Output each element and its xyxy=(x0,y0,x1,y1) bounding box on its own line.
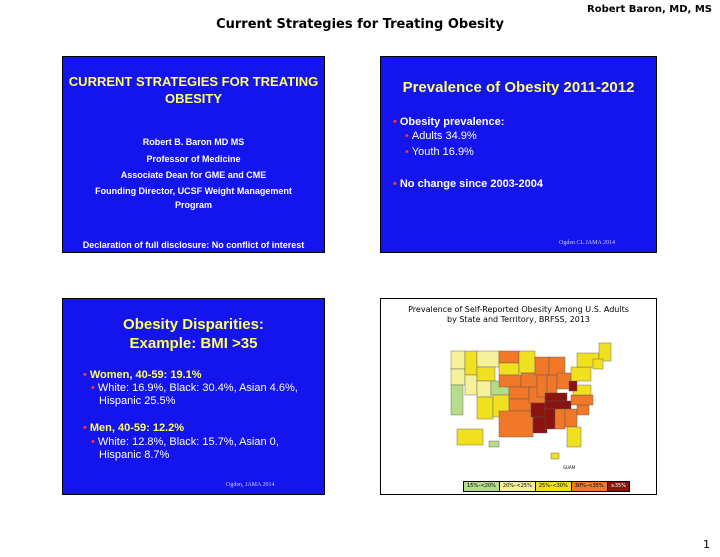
map-region-mi xyxy=(549,357,565,375)
sub-bullet-men-hispanic: Hispanic 8.7% xyxy=(99,449,170,461)
bullet-dot-icon: • xyxy=(83,422,87,434)
slide3-title: Obesity Disparities: Example: BMI >35 xyxy=(123,316,264,352)
legend-item: 25%–<30% xyxy=(536,482,572,491)
map-region-ut xyxy=(477,381,491,397)
disclosure: Declaration of full disclosure: No conflict of interest xyxy=(82,240,305,250)
map-region-ky xyxy=(545,393,567,401)
map-region-ak xyxy=(457,429,483,445)
bullet-no-change: • No change since 2003-2004 xyxy=(393,178,543,190)
bullet-dot-icon: • xyxy=(405,146,409,158)
sub-bullet-adults: • Adults 34.9% xyxy=(405,130,477,142)
sub-bullet-women-race: • White: 16.9%, Black: 30.4%, Asian 4.6%, xyxy=(91,382,298,394)
map-region-ms xyxy=(545,409,555,429)
map-region-nv xyxy=(465,375,477,395)
legend-item: 20%–<25% xyxy=(500,482,536,491)
map-region-or xyxy=(451,369,465,385)
bullet-dot-icon: • xyxy=(83,369,87,381)
slide2-title: Prevalence of Obesity 2011-2012 xyxy=(402,79,635,96)
sub-bullet-women-hispanic: Hispanic 25.5% xyxy=(99,395,176,407)
citation: Ogden CL JAMA 2014 xyxy=(559,240,615,246)
bullet-dot-icon: • xyxy=(405,130,409,142)
bullet-obesity-prevalence: • Obesity prevalence: xyxy=(393,116,505,128)
legend-item: 30%–<35% xyxy=(572,482,608,491)
map-region-ca xyxy=(451,385,463,415)
map-region-ok xyxy=(509,399,531,411)
map-region-ia xyxy=(521,373,537,387)
map-region-nd xyxy=(499,351,519,363)
presenter-name: Robert B. Baron MD MS xyxy=(142,137,245,147)
bullet-dot-icon: • xyxy=(393,178,397,190)
map-region-mn xyxy=(519,351,535,373)
map-region-ne xyxy=(499,375,521,387)
map-region-guam xyxy=(551,453,559,459)
us-obesity-map xyxy=(381,329,656,479)
legend-item: 15%–<20% xyxy=(464,482,500,491)
map-region-hi xyxy=(489,441,499,447)
map-region-sd xyxy=(499,363,519,375)
map-region-tn xyxy=(545,401,571,409)
guam-label: GUAM xyxy=(563,465,576,470)
map-region-ne-states xyxy=(593,359,603,369)
map-region-al xyxy=(555,409,565,429)
map-title: Prevalence of Self-Reported Obesity Among U.S. Adults by State and Territory, BRFSS, 2013 xyxy=(408,305,629,324)
legend-item: ≥35% xyxy=(608,482,629,491)
slide1-title: CURRENT STRATEGIES FOR TREATING OBESITY xyxy=(68,74,319,106)
slide-prevalence xyxy=(380,56,657,253)
page-title: Current Strategies for Treating Obesity xyxy=(216,17,504,32)
bullet-women: • Women, 40-59: 19.1% xyxy=(83,369,202,381)
map-region-mt xyxy=(477,351,499,367)
map-region-wa xyxy=(451,351,465,369)
presenter-dean: Associate Dean for GME and CME xyxy=(120,170,267,180)
bullet-dot-icon: • xyxy=(91,382,95,394)
map-region-in xyxy=(547,375,557,393)
map-region-wv xyxy=(569,381,577,391)
slide-obesity-map xyxy=(380,298,657,495)
map-region-wy xyxy=(477,367,495,381)
bullet-dot-icon: • xyxy=(393,116,397,128)
map-legend xyxy=(463,481,630,492)
page-number: 1 xyxy=(703,538,710,551)
presenter-program: Program xyxy=(174,200,212,210)
sub-bullet-youth: • Youth 16.9% xyxy=(405,146,474,158)
presenter-director: Founding Director, UCSF Weight Management xyxy=(95,186,292,196)
citation: Ogden, JAMA 2014 xyxy=(226,482,275,488)
slide-disparities xyxy=(62,298,325,495)
map-region-id xyxy=(465,351,477,375)
bullet-men: • Men, 40-59: 12.2% xyxy=(83,422,185,434)
map-region-az xyxy=(477,397,493,419)
presenter-role: Professor of Medicine xyxy=(146,154,241,164)
map-region-sc xyxy=(577,405,589,415)
map-region-me xyxy=(599,343,611,361)
bullet-dot-icon: • xyxy=(91,436,95,448)
map-region-ar xyxy=(531,403,545,417)
slide-title-card xyxy=(62,56,325,253)
map-region-nc xyxy=(571,395,593,405)
map-region-wi xyxy=(535,357,549,375)
map-region-ks xyxy=(509,387,529,399)
map-region-ga xyxy=(565,409,577,427)
map-region-fl xyxy=(567,427,581,447)
map-region-tx xyxy=(499,411,533,437)
sub-bullet-men-race: • White: 12.8%, Black: 15.7%, Asian 0, xyxy=(91,436,279,448)
author-name: Robert Baron, MD, MS xyxy=(587,4,712,15)
map-region-pa xyxy=(571,367,591,381)
